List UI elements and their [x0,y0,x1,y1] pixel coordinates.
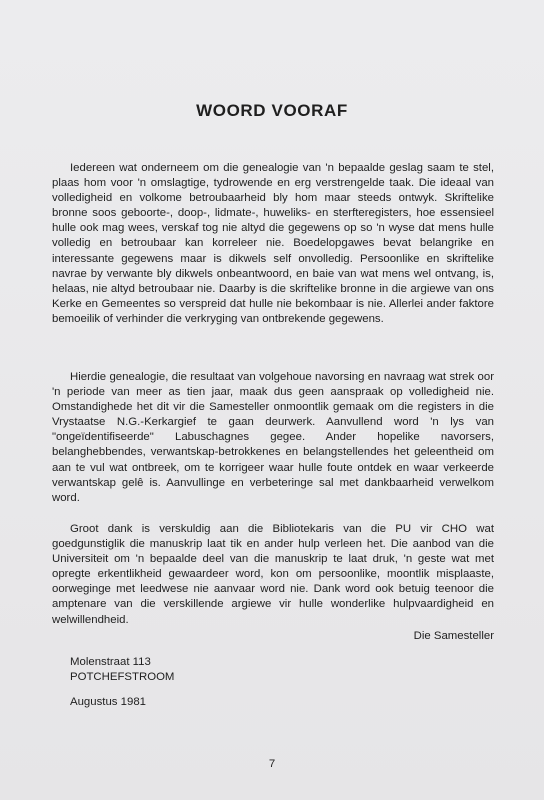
paragraph-text: Hierdie genealogie, die resultaat van volgehoue navorsing en navraag wat strek oor 'n periode van meer as tien jaar, maak dus geen aanspraak op volledigheid nie. Omstandighede het dit vir die Samesteller onmoontlik gemaak om die registers in die Vrystaatse N.G.-Kerkargief te gaan deurwerk. Aanvullend word 'n lys van "ongeïdentifiseerde" Labuschagnes gegee. Ander hopelike navorsers, belanghebbendes, verwantskap-betrokkenes en belangstellendes het geleentheid om aan te vul wat ontbreek, om te korrigeer waar hulle foute ontdek en waar verkeerde verwantskap gelê is. Aanvullinge en verbeteringe sal met dankbaarheid verwelkom word. [52,371,494,504]
address-street: Molenstraat 113 [70,656,151,668]
signature: Die Samesteller [413,630,494,642]
paragraph-text: Iedereen wat onderneem om die genealogie van 'n bepaalde geslag saam te stel, plaas hom voor 'n omslagtige, tydrowende en erg verstrengelde taak. Die ideaal van volledigheid en volkome betroubaarheid bly hom maar steeds ontwyk. Skriftelike bronne soos geboorte-, doop-, lidmate-, huweliks- en sterfteregisters, hoe essensieel hulle ook mag wees, verskaf tog nie altyd die gegewens op so 'n wyse dat mens hulle volledig en betroubaar kan korreleer nie. Boedelopgawes bevat belangrike en interessante gegewens maar is dikwels self onvolledig. Persoonlike en skriftelike navrae by verwante bly dikwels onbeantwoord, en baie van wat mens wel ontvang, is, helaas, nie altyd betroubaar nie. Daarby is die skriftelike bronne in die argiewe van ons Kerke en Gemeentes so verspreid dat hulle nie bekombaar is nie. Allerlei ander faktore bemoeilik of verhinder die verkryging van ontbrekende gegewens. [52,162,494,325]
address-city: POTCHEFSTROOM [70,671,175,683]
address-block [70,655,174,685]
paragraph-text: Groot dank is verskuldig aan die Bibliotekaris van die PU vir CHO wat goedgunstiglik die manuskrip laat tik en ander hulp verleen het. Die aanbod van die Universiteit om 'n bepaalde deel van die manuskrip te laat druk, 'n geste wat met opregte erkentlikheid gewaardeer word, kon om persoonlike, moontlik misplaaste, oorweginge met leedwese nie aanvaar word nie. Dank word ook betuig teenoor die amptenare van die verskillende argiewe vir hulle wonderlike hulpvaardigheid en welwillendheid. [52,523,494,626]
date: Augustus 1981 [70,696,146,708]
paragraph-3 [52,522,494,628]
paragraph-2 [52,370,494,506]
page-title: WOORD VOORAF [196,101,348,120]
paragraph-1 [52,161,494,327]
page-number: 7 [268,758,276,770]
